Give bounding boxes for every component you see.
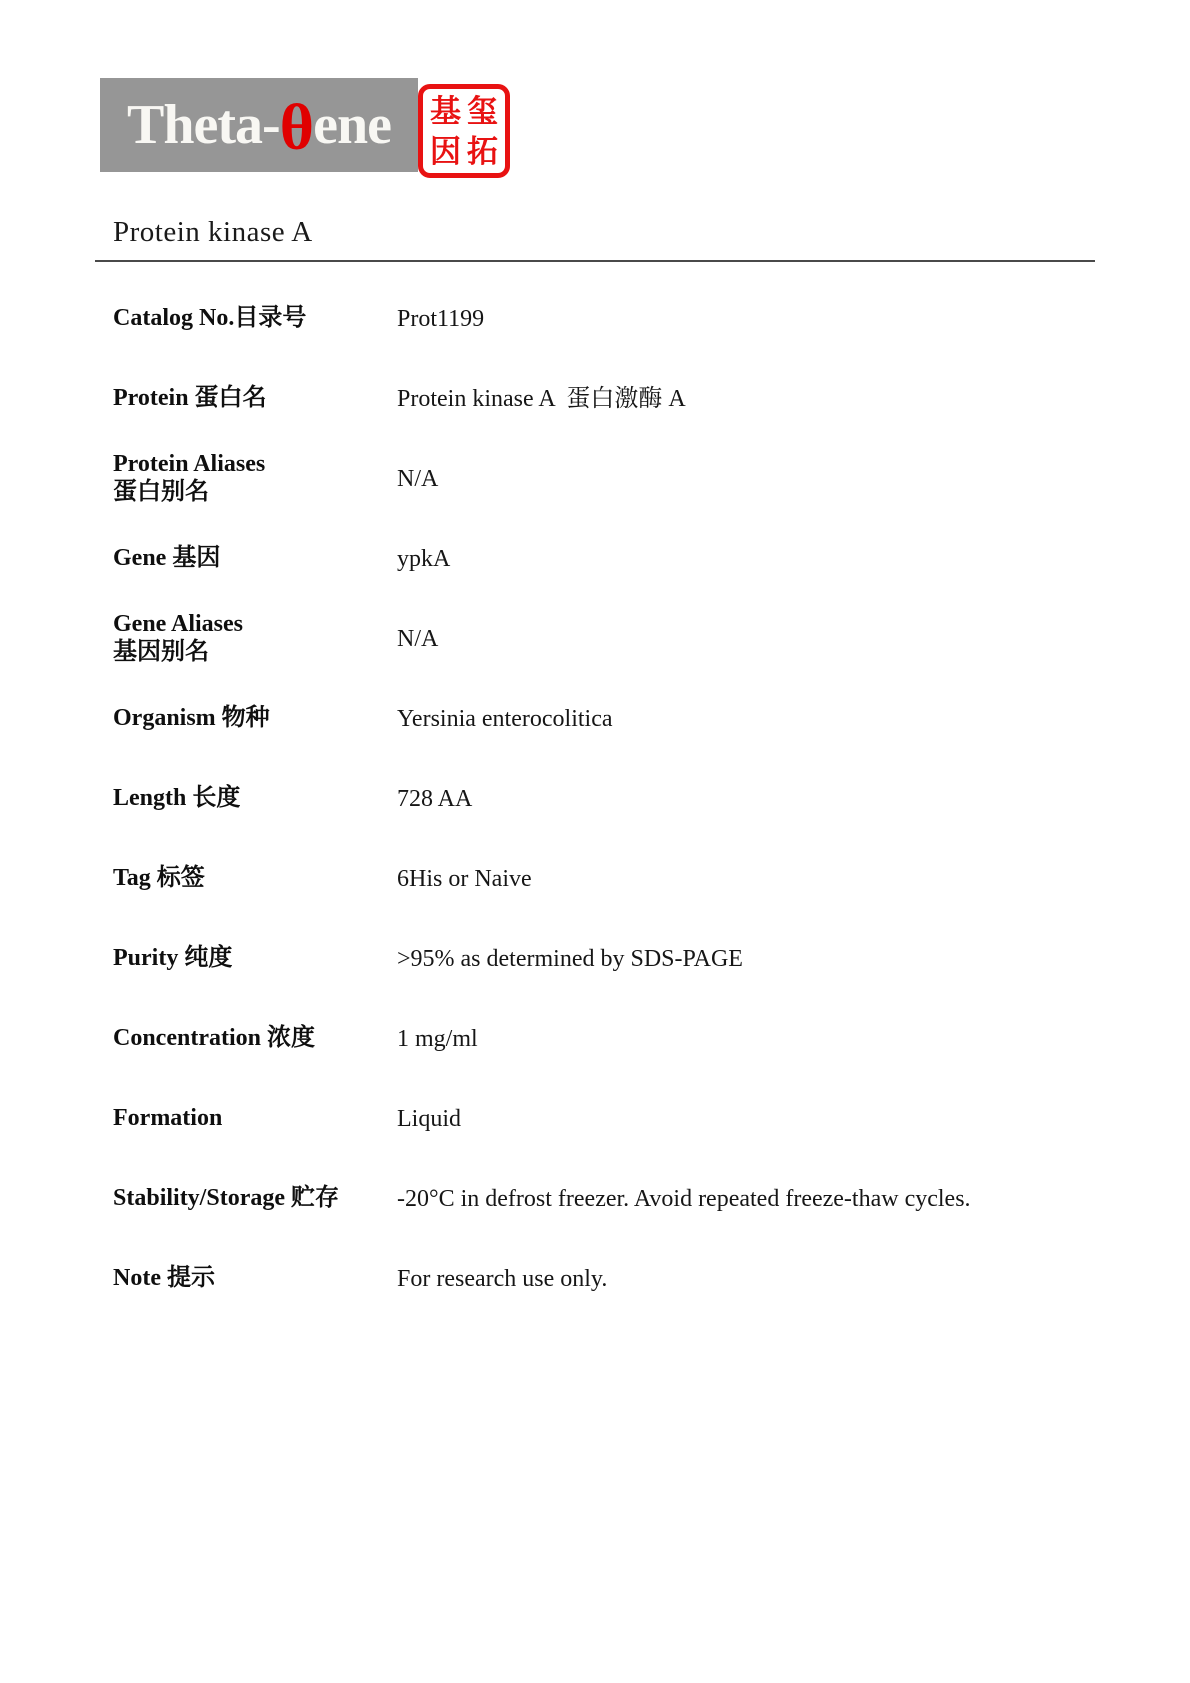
spec-label: Purity 纯度 xyxy=(113,945,233,972)
company-seal xyxy=(418,84,510,178)
spec-label: Gene 基因 xyxy=(113,545,221,572)
spec-value: Yersinia enterocolitica xyxy=(397,705,613,732)
spec-row-formation xyxy=(113,1079,1098,1159)
spec-row-protein xyxy=(113,359,1098,439)
spec-value: Protein kinase A 蛋白激酶 A xyxy=(397,385,686,412)
spec-table xyxy=(113,279,1098,1319)
spec-value: -20°C in defrost freezer. Avoid repeated freeze-thaw cycles. xyxy=(397,1185,971,1212)
spec-value: Prot1199 xyxy=(397,305,485,332)
page-title: Protein kinase A xyxy=(113,216,313,248)
spec-label: Protein 蛋白名 xyxy=(113,385,267,412)
spec-label: Protein Aliases 蛋白别名 xyxy=(113,451,266,505)
theta-glyph: θ xyxy=(279,91,314,164)
spec-row-tag xyxy=(113,839,1098,919)
spec-row-organism xyxy=(113,679,1098,759)
seal-char: 玺 xyxy=(467,93,498,129)
spec-row-length xyxy=(113,759,1098,839)
logo-text-after: ene xyxy=(313,94,391,156)
spec-value: 1 mg/ml xyxy=(397,1025,478,1052)
title-divider xyxy=(95,260,1095,262)
spec-value: ypkA xyxy=(397,545,451,572)
spec-label: Concentration 浓度 xyxy=(113,1025,315,1052)
seal-char: 拓 xyxy=(467,133,498,169)
spec-row-purity xyxy=(113,919,1098,999)
brand-logo-text xyxy=(127,91,391,164)
spec-value: N/A xyxy=(397,625,439,652)
spec-label: Tag 标签 xyxy=(113,865,205,892)
logo-text-before: Theta- xyxy=(127,94,280,156)
spec-row-concentration xyxy=(113,999,1098,1079)
spec-value: 728 AA xyxy=(397,785,473,812)
spec-row-gene-aliases xyxy=(113,599,1098,679)
spec-label: Organism 物种 xyxy=(113,705,270,732)
spec-row-protein-aliases xyxy=(113,439,1098,519)
spec-label: Length 长度 xyxy=(113,785,241,812)
spec-row-gene xyxy=(113,519,1098,599)
seal-char: 因 xyxy=(430,133,461,169)
seal-char: 基 xyxy=(430,93,461,129)
spec-label: Formation xyxy=(113,1105,223,1132)
spec-label: Gene Aliases 基因别名 xyxy=(113,611,243,665)
spec-value: >95% as determined by SDS-PAGE xyxy=(397,945,743,972)
spec-label: Stability/Storage 贮存 xyxy=(113,1185,339,1212)
spec-row-catalog xyxy=(113,279,1098,359)
spec-value: 6His or Naive xyxy=(397,865,532,892)
spec-value: N/A xyxy=(397,465,439,492)
spec-value: Liquid xyxy=(397,1105,461,1132)
spec-row-stability-storage xyxy=(113,1159,1098,1239)
spec-row-note xyxy=(113,1239,1098,1319)
spec-label: Note 提示 xyxy=(113,1265,215,1292)
spec-label: Catalog No.目录号 xyxy=(113,305,307,332)
spec-value: For research use only. xyxy=(397,1265,608,1292)
brand-logo xyxy=(100,78,418,172)
